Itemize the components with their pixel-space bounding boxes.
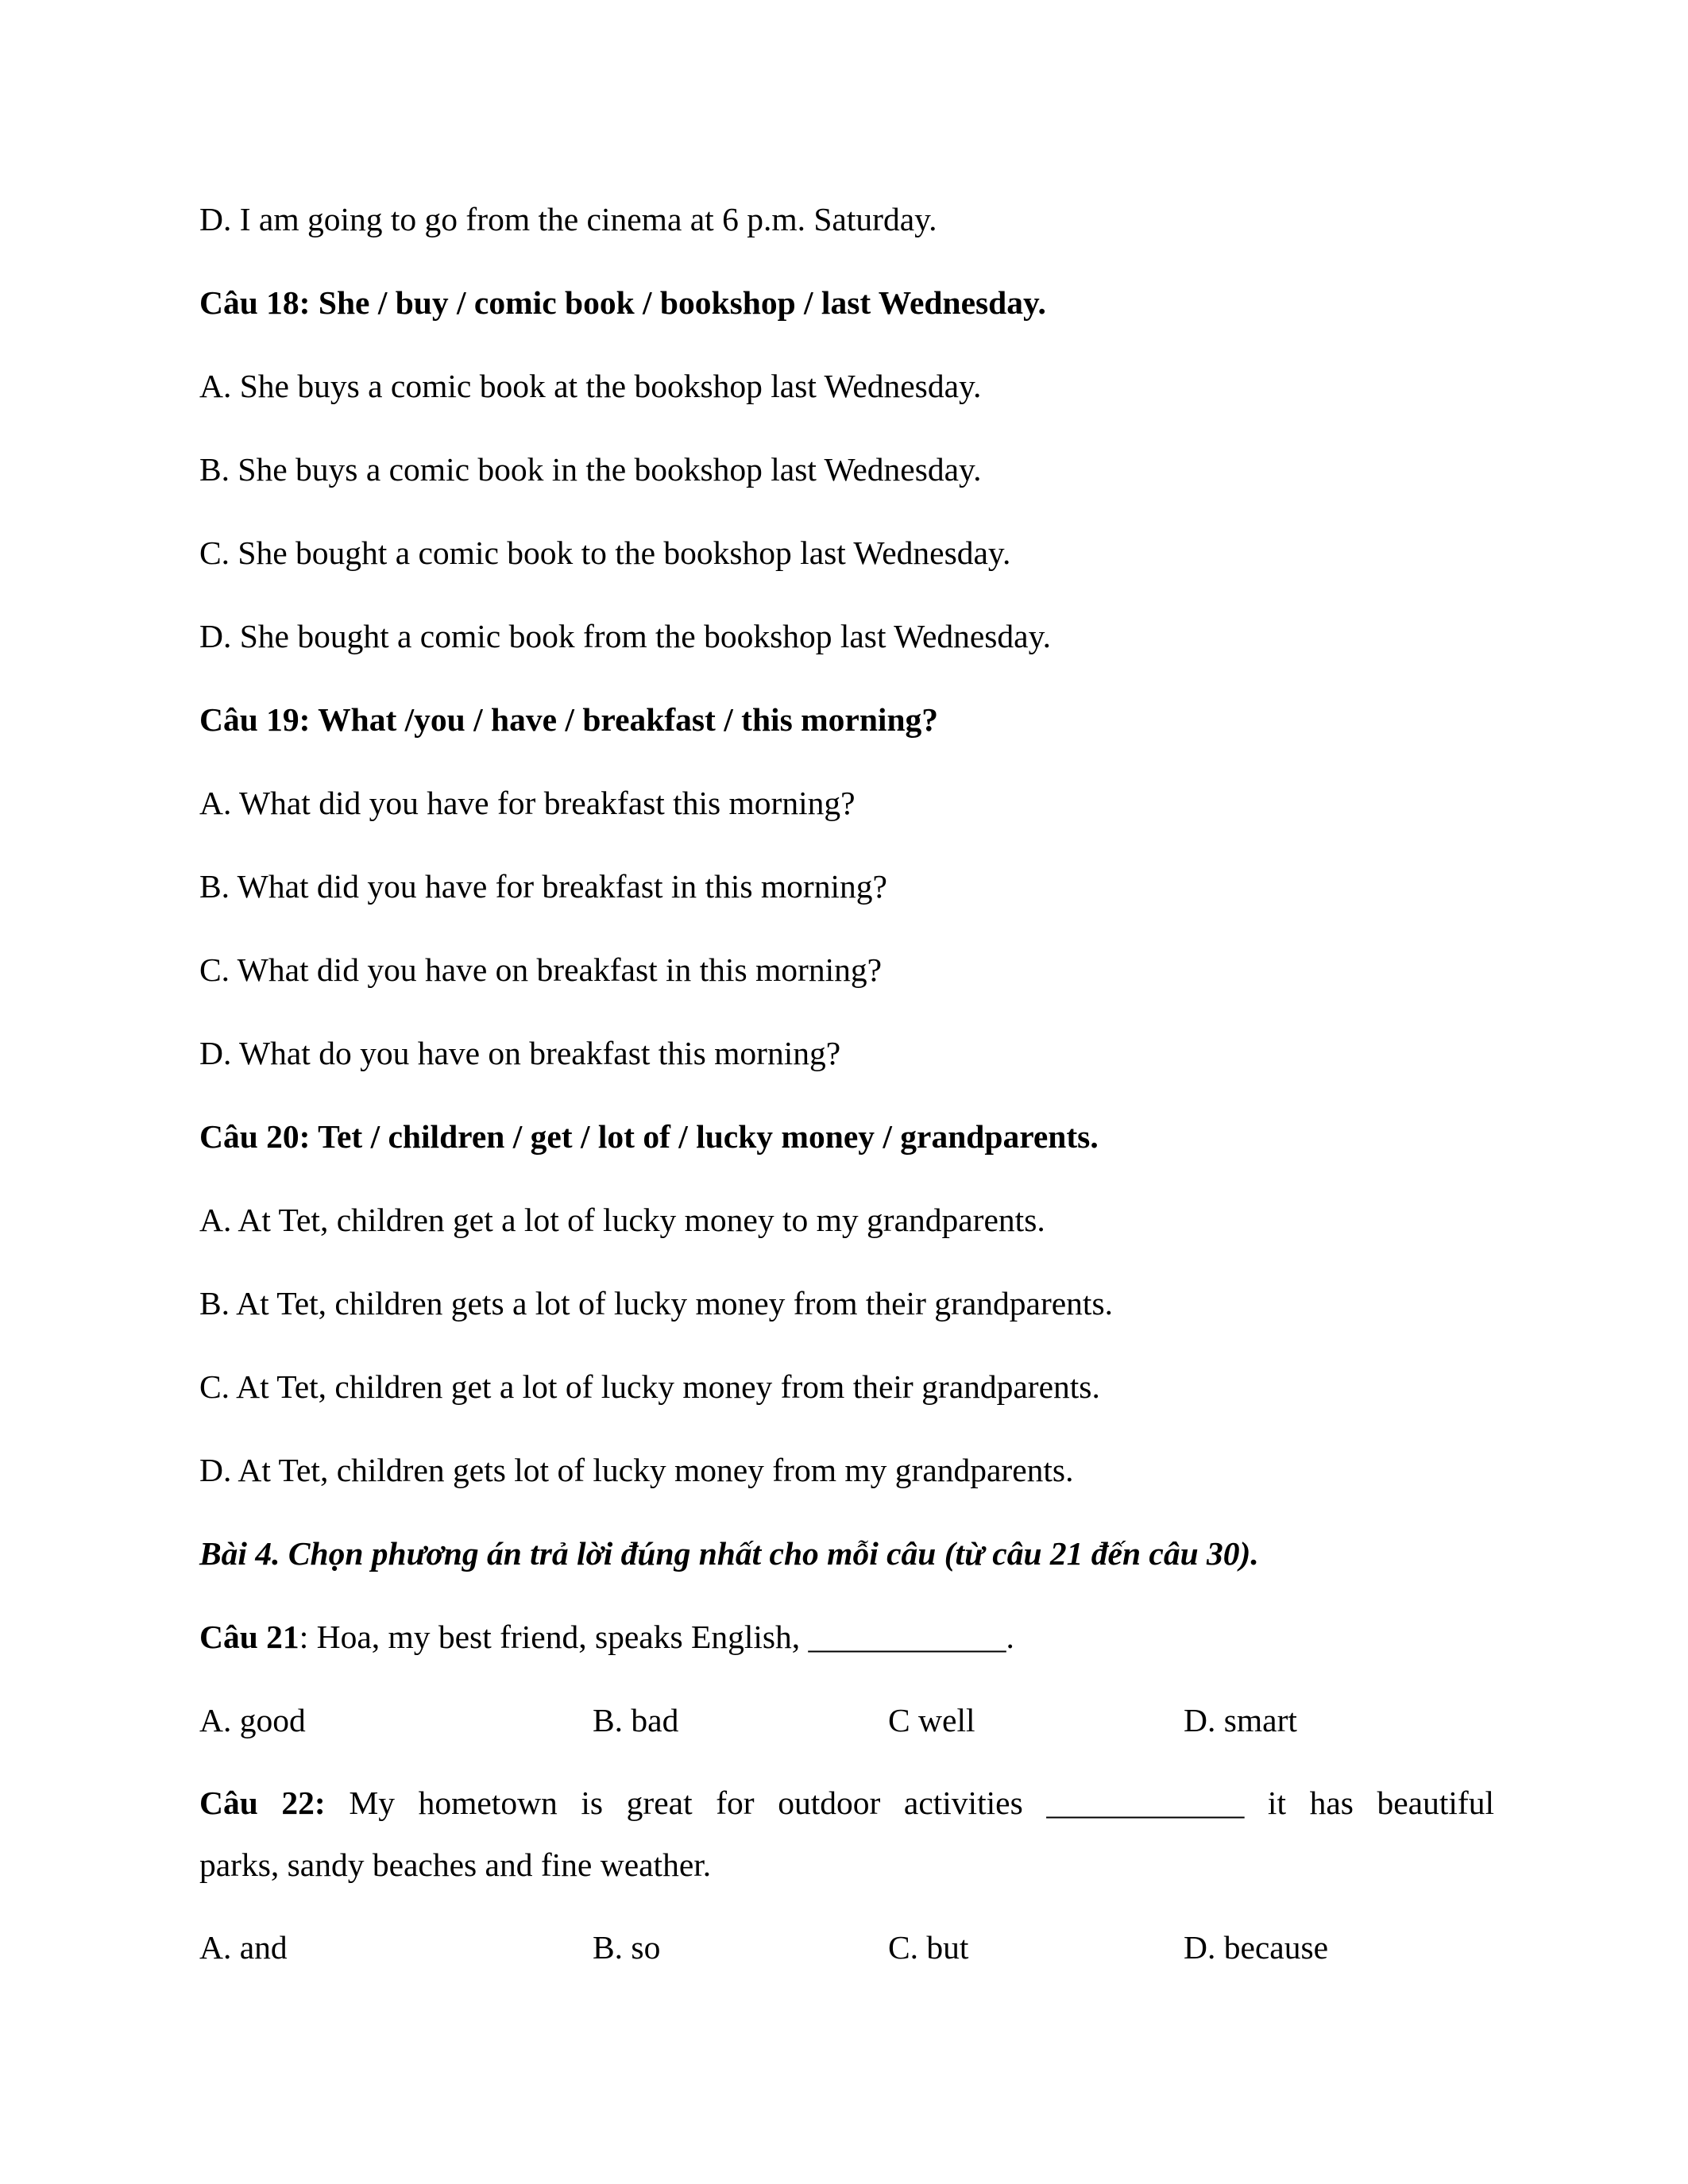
q21-label: Câu 21 xyxy=(199,1619,299,1655)
q19-option-b: B. What did you have for breakfast in this morning? xyxy=(199,868,887,905)
q22-question-line-1 xyxy=(199,1787,1494,1820)
q22-option-c: C. but xyxy=(888,1929,969,1966)
q21-question xyxy=(199,1621,1014,1654)
q21-option-d: D. smart xyxy=(1184,1702,1297,1738)
q17-option-d: D. I am going to go from the cinema at 6 p.m. Saturday. xyxy=(199,201,937,237)
q19-option-c: C. What did you have on breakfast in this morning? xyxy=(199,951,883,988)
q22-label: Câu 22: xyxy=(199,1785,326,1821)
q22-option-a: A. and xyxy=(199,1929,288,1966)
q18-option-d: D. She bought a comic book from the bookshop last Wednesday. xyxy=(199,618,1052,654)
q21-text: : Hoa, my best friend, speaks English, ____________. xyxy=(299,1619,1014,1655)
q20-option-c: C. At Tet, children get a lot of lucky money from their grandparents. xyxy=(199,1368,1100,1405)
q21-option-b: B. bad xyxy=(593,1702,679,1738)
q19-prompt: Câu 19: What /you / have / breakfast / this morning? xyxy=(199,701,939,738)
q19-option-d: D. What do you have on breakfast this morning? xyxy=(199,1035,841,1071)
q20-option-a: A. At Tet, children get a lot of lucky money to my grandparents. xyxy=(199,1202,1045,1238)
q18-option-a: A. She buys a comic book at the bookshop last Wednesday. xyxy=(199,368,982,404)
q18-prompt: Câu 18: She / buy / comic book / bookshop / last Wednesday. xyxy=(199,284,1046,321)
q20-option-d: D. At Tet, children gets lot of lucky money from my grandparents. xyxy=(199,1452,1074,1488)
q18-option-b: B. She buys a comic book in the bookshop last Wednesday. xyxy=(199,451,982,488)
q22-text-line-1: My hometown is great for outdoor activities ____________ it has beautiful xyxy=(325,1785,1494,1821)
q18-option-c: C. She bought a comic book to the bookshop last Wednesday. xyxy=(199,534,1011,571)
q22-option-d: D. because xyxy=(1184,1929,1329,1966)
q22-option-b: B. so xyxy=(593,1929,661,1966)
q21-option-c: C well xyxy=(888,1702,975,1738)
q20-prompt: Câu 20: Tet / children / get / lot of / lucky money / grandparents. xyxy=(199,1118,1099,1155)
q21-option-a: A. good xyxy=(199,1702,306,1738)
q19-option-a: A. What did you have for breakfast this morning? xyxy=(199,785,856,821)
q20-option-b: B. At Tet, children gets a lot of lucky money from their grandparents. xyxy=(199,1285,1113,1322)
q22-question-line-2: parks, sandy beaches and fine weather. xyxy=(199,1846,712,1883)
section-4-heading: Bài 4. Chọn phương án trả lời đúng nhất cho mỗi câu (từ câu 21 đến câu 30). xyxy=(199,1535,1259,1572)
